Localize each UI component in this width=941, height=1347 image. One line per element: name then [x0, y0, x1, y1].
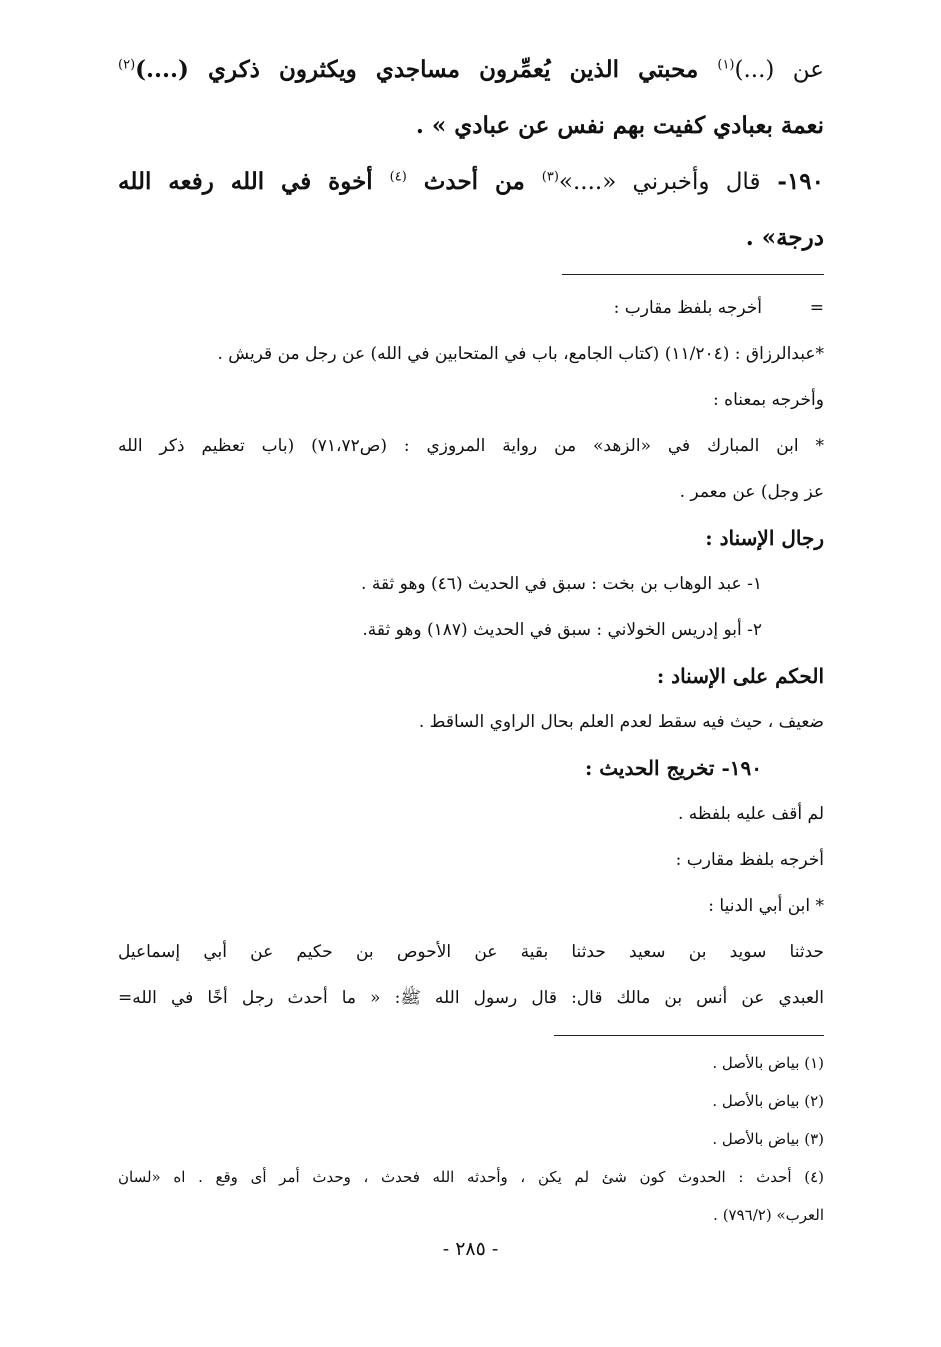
commentary-line: وأخرجه بمعناه :	[713, 390, 824, 410]
page-content	[118, 42, 824, 1234]
text-span: محبتي الذين يُعمِّرون مساجدي ويكثرون ذكري (....)	[135, 56, 718, 83]
footnote-3: (٣) بياض بالأصل .	[712, 1130, 824, 1148]
ruling-text: ضعيف ، حيث فيه سقط لعدم العلم بحال الراوي الساقط .	[418, 712, 824, 732]
text-span: قال وأخبرني «....»	[558, 169, 761, 195]
hadith-line-4: درجة» .	[745, 224, 824, 251]
footnote-2: (٢) بياض بالأصل .	[712, 1092, 824, 1110]
narrator-2: ٢- أبو إدريس الخولاني : سبق في الحديث (١٨٧) وهو ثقة.	[362, 620, 762, 640]
text-span: أخوة في الله رفعه الله	[118, 168, 390, 195]
footnote-4-cont: العرب» (٧٩٦/٢) .	[713, 1206, 824, 1224]
continuation-marker: =	[809, 298, 824, 318]
page-number: - ٢٨٥ -	[442, 1238, 499, 1260]
footnote-ref-4: (٤)	[389, 169, 407, 185]
text-span: عن (...)	[734, 57, 824, 83]
commentary-intro	[118, 285, 824, 331]
source-ibn-mubarak: * ابن المبارك في «الزهد» من رواية المروزي : (ص٧١،٧٢) (باب تعظيم ذكر الله	[118, 436, 824, 456]
heading-takhrij: ١٩٠- تخريج الحديث :	[584, 756, 762, 780]
hadith-line-1	[118, 42, 824, 98]
heading-isnad-ruling: الحكم على الإسناد :	[656, 664, 824, 688]
takhrij-line: * ابن أبي الدنيا :	[708, 896, 824, 916]
footnote-ref-1: (١)	[717, 57, 735, 73]
commentary-line: عز وجل) عن معمر .	[679, 482, 824, 502]
heading-isnad-men: رجال الإسناد :	[705, 526, 824, 550]
isnad-chain-line-2: العبدي عن أنس بن مالك قال: قال رسول الله ﷺ: « ما أحدث رجل أخًا في الله=	[118, 988, 824, 1008]
section-divider	[562, 274, 824, 275]
footnote-divider	[554, 1035, 824, 1036]
narrator-1: ١- عبد الوهاب بن بخت : سبق في الحديث (٤٦) وهو ثقة .	[361, 574, 762, 594]
takhrij-line: أخرجه بلفظ مقارب :	[675, 850, 824, 870]
hadith-number: ١٩٠-	[760, 168, 824, 195]
footnote-4: (٤) أحدث : الحدوث كون شئ لم يكن ، وأحدثه الله فحدث ، وحدث أمر أى وقع . اه «لسان	[118, 1168, 824, 1186]
isnad-chain-line-1: حدثنا سويد بن سعيد حدثنا بقية عن الأحوص بن حكيم عن أبي إسماعيل	[118, 942, 824, 962]
hadith-text	[118, 42, 824, 266]
source-abdurrazzaq: *عبدالرزاق : (١١/٢٠٤) (كتاب الجامع، باب في المتحابين في الله) عن رجل من قريش .	[217, 344, 824, 364]
hadith-line-2: نعمة بعبادي كفيت بهم نفس عن عبادي » .	[415, 112, 824, 139]
footnote-ref-3: (٣)	[541, 169, 559, 185]
footnote-1: (١) بياض بالأصل .	[712, 1054, 824, 1072]
footnote-ref-2: (٢)	[118, 57, 136, 73]
text-span: أخرجه بلفظ مقارب :	[613, 298, 762, 318]
hadith-line-3	[118, 154, 824, 210]
text-span: من أحدث	[406, 168, 542, 195]
commentary	[118, 285, 824, 1021]
footnotes	[118, 1044, 824, 1234]
takhrij-line: لم أقف عليه بلفظه .	[678, 804, 824, 824]
